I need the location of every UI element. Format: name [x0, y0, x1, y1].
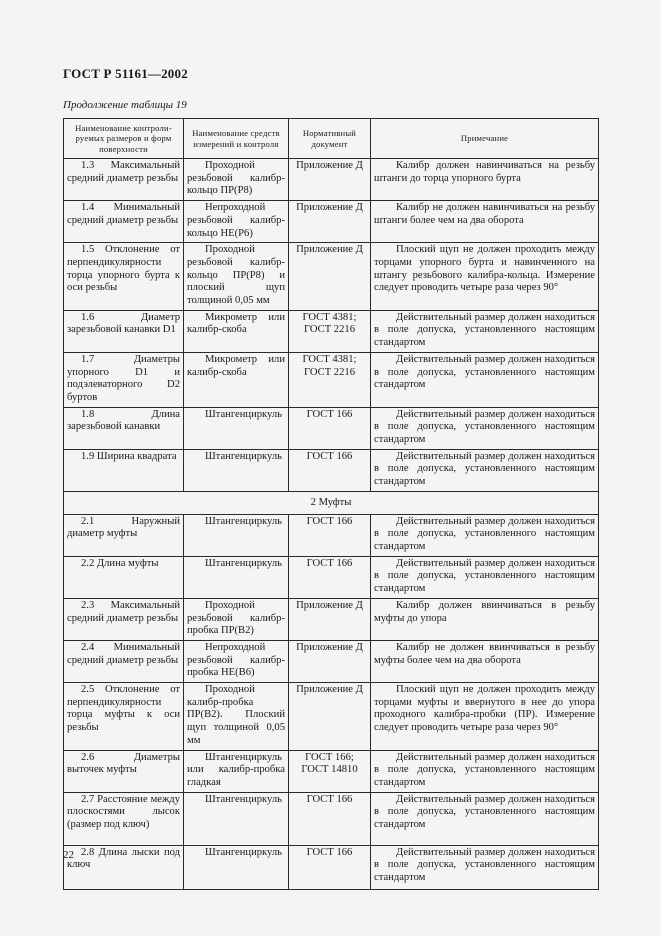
page-number: 22	[63, 849, 74, 861]
table-row	[64, 449, 599, 491]
cell-tool: Штангенциркуль	[184, 407, 289, 449]
cell-note: Действительный размер должен находиться в поле допуска, установленного настоящим стандартом	[371, 750, 599, 792]
cell-document: Приложение Д	[289, 159, 371, 201]
table-row	[64, 598, 599, 640]
cell-document: ГОСТ 166	[289, 556, 371, 598]
cell-tool: Штангенциркуль или калибр-пробка гладкая	[184, 750, 289, 792]
table-row	[64, 201, 599, 243]
cell-note: Действительный размер должен находиться в поле допуска, установленного настоящим стандартом	[371, 514, 599, 556]
cell-document: ГОСТ 166	[289, 449, 371, 491]
table-row	[64, 352, 599, 407]
cell-parameter: 2.1 Наружный диаметр муфты	[64, 514, 184, 556]
cell-parameter: 2.2 Длина муфты	[64, 556, 184, 598]
cell-document: Приложение Д	[289, 598, 371, 640]
cell-tool: Проходной резьбовой калибр-кольцо ПР(Р8) и плоский щуп толщиной 0,05 мм	[184, 243, 289, 311]
document-title: ГОСТ Р 51161—2002	[63, 66, 188, 81]
cell-tool: Штангенциркуль	[184, 556, 289, 598]
table-row	[64, 750, 599, 792]
cell-parameter: 1.9 Ширина квадрата	[64, 449, 184, 491]
table-row	[64, 407, 599, 449]
cell-note: Плоский щуп не должен проходить между торцами упорного бурта и навинченного на штангу резьбового калибра-кольца. Измерение следует проводить четыре раза через 90°	[371, 243, 599, 311]
cell-tool: Микрометр или калибр-скоба	[184, 310, 289, 352]
section-title: 2 Муфты	[64, 491, 599, 514]
table-row	[64, 845, 599, 889]
cell-tool: Проходной резьбовой калибр-пробка ПР(В2)	[184, 598, 289, 640]
cell-document: Приложение Д	[289, 640, 371, 682]
cell-tool: Штангенциркуль	[184, 514, 289, 556]
cell-document: ГОСТ 166; ГОСТ 14810	[289, 750, 371, 792]
cell-tool: Проходной калибр-пробка ПР(В2). Плоский щуп толщиной 0,05 мм	[184, 683, 289, 751]
cell-note: Плоский щуп не должен проходить между торцами муфты и ввернутого в нее до упора проходного калибра-пробки (ПР). Измерение следует проводить четыре раза через 90°	[371, 683, 599, 751]
cell-document: Приложение Д	[289, 201, 371, 243]
cell-document: ГОСТ 166	[289, 792, 371, 845]
column-header-tool: Наименование средств измерений и контроля	[184, 119, 289, 159]
cell-parameter: 1.5 Отклонение от перпендикулярности торца упорного бурта к оси резьбы	[64, 243, 184, 311]
cell-parameter: 2.4 Минимальный средний диаметр резьбы	[64, 640, 184, 682]
cell-parameter: 1.8 Длина зарезьбовой канавки	[64, 407, 184, 449]
section-row	[64, 491, 599, 514]
cell-document: ГОСТ 4381; ГОСТ 2216	[289, 310, 371, 352]
cell-tool: Штангенциркуль	[184, 449, 289, 491]
column-header-note: Примечание	[371, 119, 599, 159]
table-row	[64, 514, 599, 556]
cell-note: Действительный размер должен находиться в поле допуска, установленного настоящим стандартом	[371, 310, 599, 352]
cell-tool: Штангенциркуль	[184, 845, 289, 889]
table-header-row	[64, 119, 599, 159]
cell-document: Приложение Д	[289, 683, 371, 751]
cell-parameter: 2.3 Максимальный средний диаметр резьбы	[64, 598, 184, 640]
cell-note: Действительный размер должен находиться в поле допуска, установленного настоящим стандартом	[371, 792, 599, 845]
cell-parameter: 2.6 Диаметры выточек муфты	[64, 750, 184, 792]
cell-parameter: 1.4 Минимальный средний диаметр резьбы	[64, 201, 184, 243]
cell-parameter: 2.5 Отклонение от перпендикулярности торца муфты к оси резьбы	[64, 683, 184, 751]
cell-note: Действительный размер должен находиться в поле допуска, установленного настоящим стандартом	[371, 407, 599, 449]
inspection-table	[63, 118, 599, 890]
table-row	[64, 243, 599, 311]
column-header-parameter: Наименование контроли-руемых размеров и форм поверхности	[64, 119, 184, 159]
cell-tool: Проходной резьбовой калибр-кольцо ПР(Р8)	[184, 159, 289, 201]
cell-note: Калибр должен навинчиваться на резьбу штанги до торца упорного бурта	[371, 159, 599, 201]
cell-parameter: 1.6 Диаметр зарезьбовой канавки D1	[64, 310, 184, 352]
cell-document: ГОСТ 166	[289, 845, 371, 889]
table-row	[64, 640, 599, 682]
cell-document: Приложение Д	[289, 243, 371, 311]
column-header-document: Нормативный документ	[289, 119, 371, 159]
table-row	[64, 310, 599, 352]
cell-parameter: 1.3 Максимальный средний диаметр резьбы	[64, 159, 184, 201]
cell-tool: Микрометр или калибр-скоба	[184, 352, 289, 407]
cell-document: ГОСТ 166	[289, 514, 371, 556]
cell-note: Действительный размер должен находиться в поле допуска, установленного настоящим стандартом	[371, 449, 599, 491]
cell-parameter: 2.8 Длина лыски под ключ	[64, 845, 184, 889]
cell-tool: Штангенциркуль	[184, 792, 289, 845]
cell-parameter: 1.7 Диаметры упорного D1 и подэлеваторного D2 буртов	[64, 352, 184, 407]
cell-parameter: 2.7 Расстояние между плоскостями лысок (размер под ключ)	[64, 792, 184, 845]
cell-note: Калибр не должен навинчиваться на резьбу штанги более чем на два оборота	[371, 201, 599, 243]
cell-note: Действительный размер должен находиться в поле допуска, установленного настоящим стандартом	[371, 352, 599, 407]
cell-note: Действительный размер должен находиться в поле допуска, установленного настоящим стандартом	[371, 845, 599, 889]
cell-tool: Непроходной резьбовой калибр-пробка НЕ(В6)	[184, 640, 289, 682]
table-row	[64, 556, 599, 598]
cell-document: ГОСТ 4381; ГОСТ 2216	[289, 352, 371, 407]
table-row	[64, 792, 599, 845]
cell-tool: Непроходной резьбовой калибр-кольцо НЕ(Р6)	[184, 201, 289, 243]
cell-document: ГОСТ 166	[289, 407, 371, 449]
cell-note: Действительный размер должен находиться в поле допуска, установленного настоящим стандартом	[371, 556, 599, 598]
cell-note: Калибр должен ввинчиваться в резьбу муфты до упора	[371, 598, 599, 640]
cell-note: Калибр не должен ввинчиваться в резьбу муфты более чем на два оборота	[371, 640, 599, 682]
table-continuation-label: Продолжение таблицы 19	[63, 99, 187, 111]
table-row	[64, 159, 599, 201]
table-row	[64, 683, 599, 751]
